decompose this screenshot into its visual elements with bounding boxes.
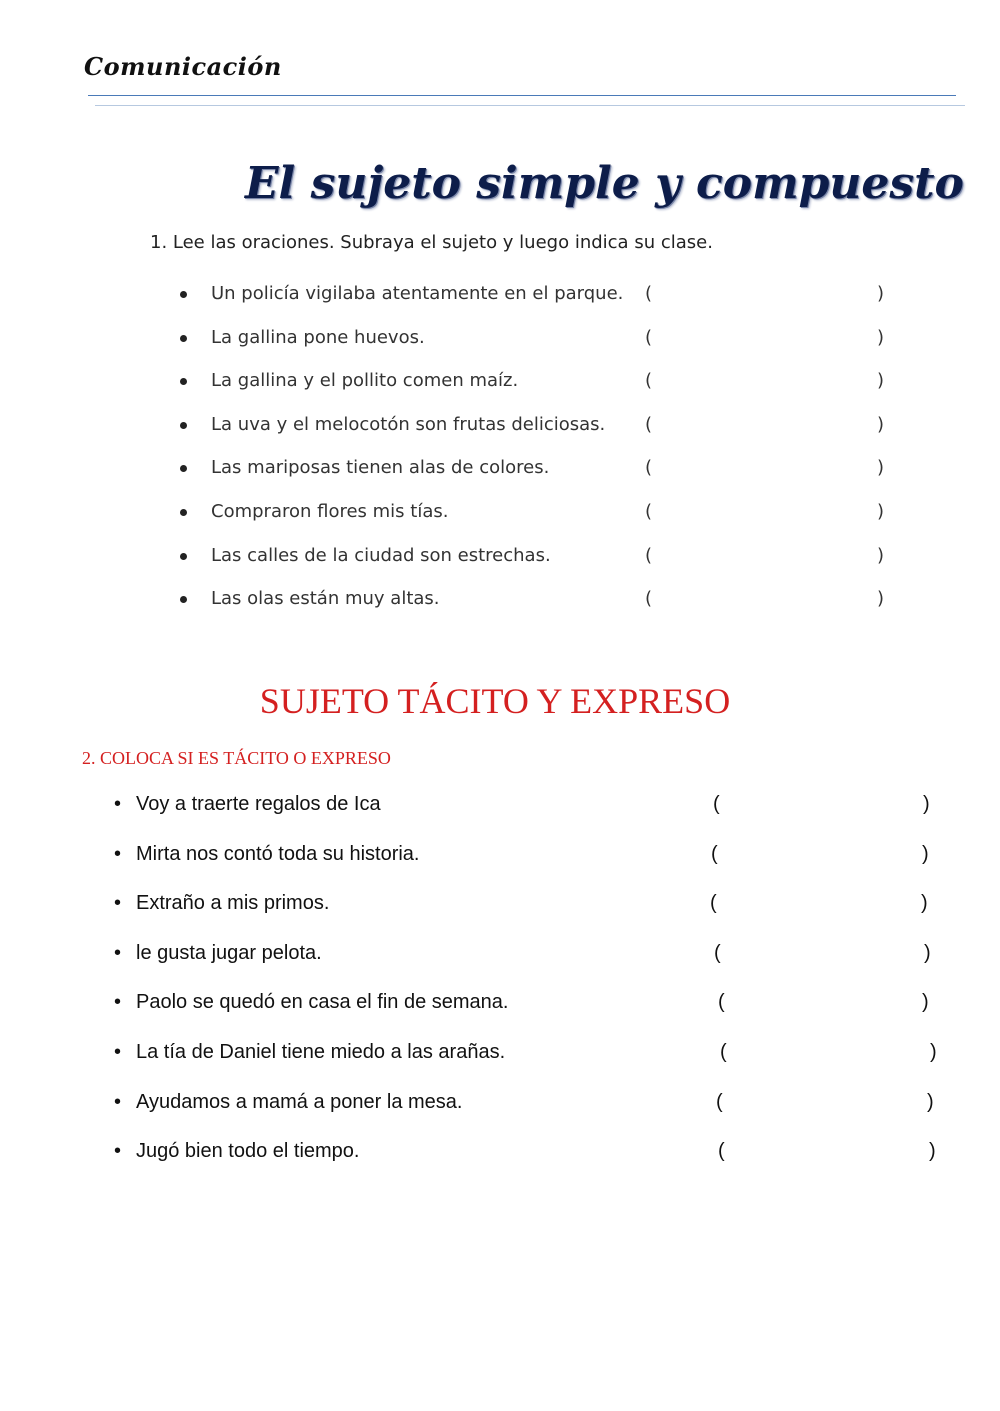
header-rule-primary xyxy=(88,95,956,96)
answer-paren-close: ) xyxy=(877,588,885,610)
answer-paren-open: ( xyxy=(714,941,721,964)
sentence-text: Mirta nos contó toda su historia. xyxy=(136,842,420,865)
section-2-instruction: 2. COLOCA SI ES TÁCITO O EXPRESO xyxy=(82,748,391,768)
answer-paren-open: ( xyxy=(645,457,653,479)
bullet-icon: • xyxy=(114,842,122,865)
list-item xyxy=(180,412,900,456)
list-item xyxy=(180,586,900,630)
answer-paren-close: ) xyxy=(930,1040,937,1063)
sentence-text: Las mariposas tienen alas de colores. xyxy=(211,457,550,479)
answer-paren-open: ( xyxy=(645,500,653,522)
list-item xyxy=(180,325,900,369)
answer-paren-close: ) xyxy=(927,1090,934,1113)
answer-paren-open: ( xyxy=(718,991,725,1014)
bullet-icon: • xyxy=(114,991,122,1014)
list-item xyxy=(112,991,952,1041)
answer-paren-open: ( xyxy=(716,1090,723,1113)
answer-paren-open: ( xyxy=(720,1040,727,1063)
bullet-icon: • xyxy=(114,941,122,964)
list-item xyxy=(112,843,952,893)
answer-paren-open: ( xyxy=(645,544,653,566)
bullet-icon: • xyxy=(114,1140,122,1163)
answer-paren-open: ( xyxy=(713,793,720,815)
worksheet-instruction: 1. Lee las oraciones. Subraya el sujeto y luego indica su clase. xyxy=(150,232,713,253)
worksheet-sentence-list xyxy=(180,281,900,630)
answer-paren-open: ( xyxy=(711,842,718,865)
answer-paren-close: ) xyxy=(924,941,931,964)
bullet-icon xyxy=(180,553,187,560)
answer-paren-close: ) xyxy=(922,842,929,865)
bullet-icon xyxy=(180,422,187,429)
bullet-icon xyxy=(180,596,187,603)
worksheet-title: El sujeto simple y compuesto xyxy=(245,158,964,209)
bullet-icon xyxy=(180,378,187,385)
list-item xyxy=(180,281,900,325)
bullet-icon xyxy=(180,291,187,298)
sentence-text: La gallina y el pollito comen maíz. xyxy=(211,370,519,392)
bullet-icon xyxy=(180,509,187,516)
sentence-text: Un policía vigilaba atentamente en el parque. xyxy=(211,283,624,304)
sentence-text: Voy a traerte regalos de Ica xyxy=(136,793,381,815)
answer-paren-close: ) xyxy=(877,544,885,566)
sentence-text: Ayudamos a mamá a poner la mesa. xyxy=(136,1090,463,1113)
answer-paren-open: ( xyxy=(645,588,653,610)
header-title: Comunicación xyxy=(84,52,282,81)
answer-paren-open: ( xyxy=(645,283,653,304)
sentence-text: Las olas están muy altas. xyxy=(211,588,440,610)
sentence-text: Extraño a mis primos. xyxy=(136,892,330,915)
list-item xyxy=(112,793,952,843)
answer-paren-close: ) xyxy=(877,457,885,479)
header-rule-secondary xyxy=(95,105,965,106)
answer-paren-close: ) xyxy=(921,892,928,915)
list-item xyxy=(112,1140,952,1190)
list-item xyxy=(180,455,900,499)
answer-paren-close: ) xyxy=(877,413,885,435)
answer-paren-close: ) xyxy=(877,370,885,392)
answer-paren-open: ( xyxy=(718,1140,725,1163)
section-2-title: SUJETO TÁCITO Y EXPRESO xyxy=(259,681,731,721)
sentence-text: Jugó bien todo el tiempo. xyxy=(136,1140,360,1163)
list-item xyxy=(180,543,900,587)
answer-paren-close: ) xyxy=(877,283,885,304)
bullet-icon xyxy=(180,465,187,472)
answer-paren-close: ) xyxy=(923,793,930,815)
list-item xyxy=(112,942,952,992)
sentence-text: Las calles de la ciudad son estrechas. xyxy=(211,544,551,566)
answer-paren-open: ( xyxy=(645,370,653,392)
bullet-icon: • xyxy=(114,1090,122,1113)
list-item xyxy=(112,1041,952,1091)
list-item xyxy=(180,499,900,543)
answer-paren-close: ) xyxy=(877,326,885,348)
answer-paren-open: ( xyxy=(710,892,717,915)
sentence-text: le gusta jugar pelota. xyxy=(136,941,322,964)
answer-paren-open: ( xyxy=(645,413,653,435)
answer-paren-close: ) xyxy=(929,1140,936,1163)
bullet-icon: • xyxy=(114,793,122,815)
answer-paren-close: ) xyxy=(922,991,929,1014)
answer-paren-close: ) xyxy=(877,500,885,522)
sentence-text: La tía de Daniel tiene miedo a las arañas. xyxy=(136,1040,506,1063)
sentence-text: Paolo se quedó en casa el fin de semana. xyxy=(136,991,509,1014)
list-item xyxy=(112,892,952,942)
sentence-text: Compraron flores mis tías. xyxy=(211,500,449,522)
answer-paren-open: ( xyxy=(645,326,653,348)
sentence-text: La gallina pone huevos. xyxy=(211,326,425,348)
list-item xyxy=(112,1091,952,1141)
bullet-icon: • xyxy=(114,892,122,915)
sentence-text: La uva y el melocotón son frutas deliciosas. xyxy=(211,413,606,435)
bullet-icon xyxy=(180,335,187,342)
bullet-icon: • xyxy=(114,1040,122,1063)
section-2-sentence-list xyxy=(112,793,952,1190)
list-item xyxy=(180,368,900,412)
